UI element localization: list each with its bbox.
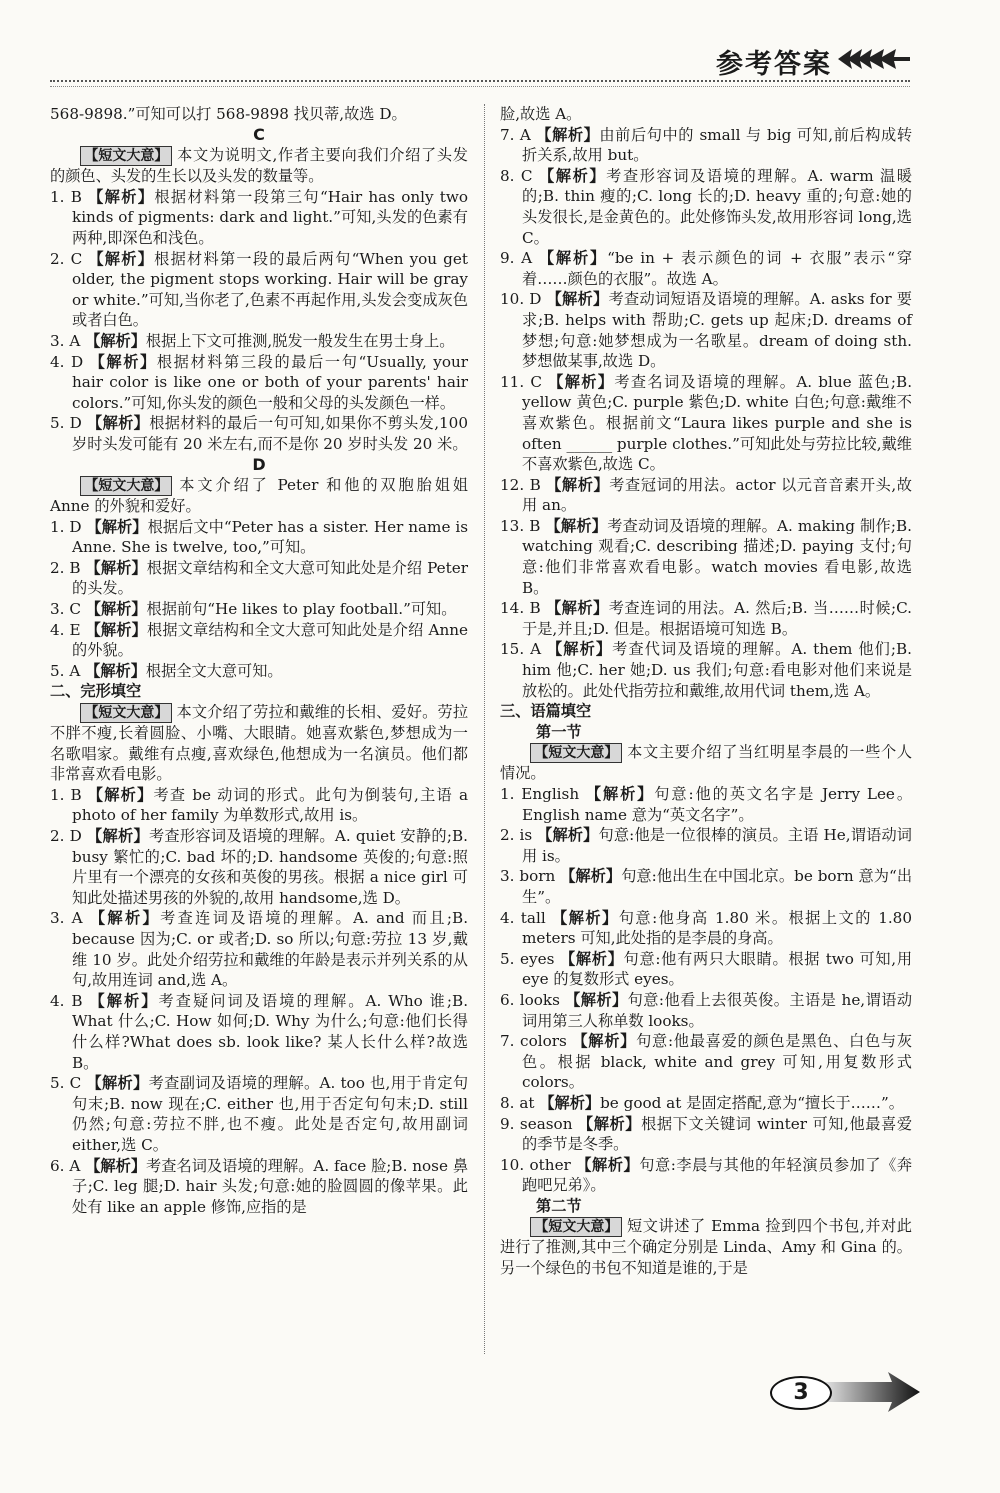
summary-text: 本文介绍了 Peter 和他的双胞胎姐姐 Anne 的外貌和爱好。 <box>50 476 468 516</box>
analysis-text: 考查形容词及语境的理解。A. warm 温暖的;B. thin 瘦的;C. long 长的;D. heavy 重的;句意:她的头发很长,是金黄色的。此处修饰头发,故用形容词 long,选 C。 <box>522 166 912 247</box>
answer-number: 1. B <box>50 187 82 206</box>
answer-item <box>50 517 468 558</box>
answer-item <box>500 639 912 701</box>
header-rule <box>50 80 910 82</box>
continued-text: 568-9898.”可知可以打 568-9898 找贝蒂,故选 D。 <box>50 105 407 123</box>
analysis-text: 根据文章结构和全文大意可知此处是介绍 Anne 的外貌。 <box>72 620 468 660</box>
page-header <box>50 30 910 90</box>
header-title: 参考答案 <box>716 49 832 80</box>
answer-number: 6. A <box>50 1156 81 1175</box>
summary-text: 本文主要介绍了当红明星李晨的一些个人情况。 <box>500 743 912 783</box>
analysis-label: 【解析】 <box>537 826 599 845</box>
analysis-label: 【解析】 <box>577 1114 642 1133</box>
answer-item <box>500 990 912 1031</box>
answer-number: 2. B <box>50 558 81 577</box>
analysis-label: 【解析】 <box>85 558 147 577</box>
analysis-label: 【解析】 <box>86 827 149 845</box>
answer-number: 4. E <box>50 620 81 639</box>
analysis-label: 【解析】 <box>545 516 608 535</box>
answer-number: 5. A <box>50 661 81 680</box>
answer-item <box>50 908 468 990</box>
answer-number: 9. season <box>500 1114 573 1133</box>
answer-number: 2. C <box>50 249 83 268</box>
subsection-heading: 第一节 <box>536 722 582 741</box>
analysis-text: 根据后文中“Peter has a sister. Her name is Anne. She is twelve, too,”可知。 <box>72 517 469 557</box>
answer-item <box>500 1114 912 1155</box>
page-number: 3 <box>770 1376 832 1410</box>
answer-item <box>500 866 912 907</box>
answer-item <box>500 908 912 949</box>
analysis-label: 【解析】 <box>89 909 161 928</box>
answer-item <box>50 187 468 249</box>
passage-letter: D <box>252 454 266 474</box>
summary-paragraph <box>50 145 468 187</box>
answer-item <box>500 289 912 371</box>
answer-item <box>50 620 468 661</box>
answer-item <box>50 331 468 352</box>
analysis-label: 【解析】 <box>546 290 609 309</box>
subsection-heading: 第二节 <box>536 1196 582 1215</box>
answer-number: 10. other <box>500 1155 571 1174</box>
analysis-text: 根据文章结构和全文大意可知此处是介绍 Peter 的头发。 <box>72 558 469 598</box>
analysis-label: 【解析】 <box>538 249 608 268</box>
analysis-label: 【解析】 <box>576 1155 640 1174</box>
analysis-text: 根据全文大意可知。 <box>145 661 283 680</box>
analysis-text: 考查连词及语境的理解。A. and 而且;B. because 因为;C. or 或者;D. so 所以;句意:劳拉 13 岁,戴维 10 岁。此处介绍劳拉和戴维的年龄是表示并列关系的从句,故用连词 and,选 A。 <box>72 909 469 990</box>
summary-text: 本文为说明文,作者主要向我们介绍了头发的颜色、头发的生长以及头发的数量等。 <box>50 146 468 186</box>
section-heading: 二、完形填空 <box>50 682 142 701</box>
analysis-label: 【解析】 <box>87 414 150 433</box>
answer-number: 5. eyes <box>500 949 555 968</box>
answer-number: 4. B <box>50 991 83 1010</box>
analysis-label: 【解析】 <box>559 949 624 968</box>
analysis-label: 【解析】 <box>85 600 147 619</box>
answer-number: 6. looks <box>500 990 560 1009</box>
summary-tag: 【短文大意】 <box>80 703 172 723</box>
answer-number: 5. C <box>50 1074 82 1093</box>
answer-item <box>50 558 468 599</box>
section-heading: 三、语篇填空 <box>500 702 592 721</box>
page-number-badge <box>770 1372 920 1416</box>
summary-tag: 【短文大意】 <box>530 1217 622 1237</box>
analysis-label: 【解析】 <box>545 599 609 618</box>
analysis-label: 【解析】 <box>560 867 622 886</box>
answer-number: 4. D <box>50 352 84 371</box>
analysis-text: 根据材料第一段的最后两句“When you get older, the pigment stops working. Hair will be gray or white.”可知,当你老了,色素不再起作用,头发会变成灰色或者白色。 <box>72 249 468 330</box>
answer-number: 7. A <box>500 125 531 144</box>
answer-number: 7. colors <box>500 1032 567 1051</box>
summary-text: 短文讲述了 Emma 捡到四个书包,并对此进行了推测,其中三个确定分别是 Linda、Amy 和 Gina 的。另一个绿色的书包不知道是谁的,于是 <box>500 1217 912 1278</box>
answer-number: 13. B <box>500 516 541 535</box>
continued-text: 脸,故选 A。 <box>500 105 582 123</box>
analysis-label: 【解析】 <box>539 1093 601 1112</box>
answer-item <box>500 1031 912 1093</box>
summary-paragraph <box>500 1216 912 1278</box>
analysis-text: 考查疑问词及语境的理解。A. Who 谁;B. What 什么;C. How 如何;D. Why 为什么;句意:他们长得什么样?What does sb. look like? 某人长什么样?故选 B。 <box>72 991 469 1072</box>
analysis-label: 【解析】 <box>85 620 148 639</box>
header-rule-thin <box>50 86 910 87</box>
answer-number: 3. A <box>50 331 81 350</box>
answer-number: 8. C <box>500 166 533 185</box>
answer-item <box>500 516 912 598</box>
answer-number: 15. A <box>500 640 542 659</box>
analysis-text: 根据下文关键词 winter 可知,他最喜爱的季节是冬季。 <box>522 1114 913 1154</box>
summary-tag: 【短文大意】 <box>80 146 172 166</box>
answer-item <box>500 825 912 866</box>
analysis-text: 根据材料第三段的最后一句“Usually, your hair color is like one or both of your parents' hair colors.”可知,你头发的颜色一般和父母的头发颜色一样。 <box>72 352 469 412</box>
analysis-label: 【解析】 <box>585 785 655 803</box>
answer-number: 1. D <box>50 517 82 536</box>
answer-item <box>500 598 912 639</box>
analysis-label: 【解析】 <box>88 249 155 268</box>
answer-item <box>50 599 468 620</box>
analysis-label: 【解析】 <box>85 1156 147 1175</box>
analysis-text: 句意:他的英文名字是 Jerry Lee。English name 意为“英文名字”。 <box>522 785 913 824</box>
passage-letter: C <box>253 124 265 144</box>
analysis-text: 根据上下文可推测,脱发一般发生在男士身上。 <box>145 331 455 350</box>
analysis-text: 句意:他最喜爱的颜色是黑色、白色与灰色。根据 black, white and grey 可知,用复数形式 colors。 <box>522 1032 913 1092</box>
analysis-text: 根据材料第一段第三句“Hair has only two kinds of pigments: dark and light.”可知,头发的色素有两种,即深色和浅色。 <box>72 187 469 247</box>
answer-number: 3. C <box>50 600 81 619</box>
answer-number: 9. A <box>500 249 533 268</box>
analysis-text: 句意:李晨与其他的年轻演员参加了《奔跑吧兄弟》。 <box>522 1155 913 1195</box>
analysis-text: 考查名词及语境的理解。A. blue 蓝色;B. yellow 黄色;C. purple 紫色;D. white 白色;句意:戴维不喜欢紫色。根据前文“Laura likes purple and she is often ______ purple clothes.”可知此处与劳拉比较,戴维不喜欢紫色,故选 C。 <box>522 372 913 474</box>
analysis-text: 考查代词及语境的理解。A. them 他们;B. him 他;C. her 她;D. us 我们;句意:看电影对他们来说是放松的。此处代指劳拉和戴维,故用代词 them,选 A。 <box>522 640 913 700</box>
analysis-label: 【解析】 <box>89 991 159 1010</box>
answer-item <box>50 991 468 1073</box>
answer-item <box>50 785 468 826</box>
analysis-text: 句意:他看上去很英俊。主语是 he,谓语动词用第三人称单数 looks。 <box>522 990 913 1030</box>
answer-number: 8. at <box>500 1093 535 1112</box>
answer-item <box>500 1093 912 1114</box>
summary-paragraph <box>50 475 468 517</box>
summary-text: 本文介绍了劳拉和戴维的长相、爱好。劳拉不胖不瘦,长着圆脸、小嘴、大眼睛。她喜欢紫色,梦想成为一名歌唱家。戴维有点瘦,喜欢绿色,他想成为一名演员。他们都非常喜欢看电影。 <box>50 703 468 784</box>
answer-item <box>500 1155 912 1196</box>
left-column <box>50 104 468 1217</box>
analysis-text: 根据材料的最后一句可知,如果你不剪头发,100 岁时头发可能有 20 米左右,而不是你 20 岁时头发 20 米。 <box>72 414 469 453</box>
analysis-text: 考查形容词及语境的理解。A. quiet 安静的;B. busy 繁忙的;C. bad 坏的;D. handsome 英俊的;句意:照片里有一个漂亮的女孩和英俊的男孩。根据 a nice girl 可知此处描述男孩的外貌的,故用 handsome,选 D。 <box>72 827 469 907</box>
analysis-text: 根据前句“He likes to play football.”可知。 <box>146 600 457 619</box>
analysis-label: 【解析】 <box>88 187 155 206</box>
answer-number: 2. D <box>50 827 82 845</box>
answer-number: 11. C <box>500 372 542 391</box>
analysis-text: 考查副词及语境的理解。A. too 也,用于肯定句句末;B. now 现在;C. either 也,用于否定句句末;D. still 仍然;句意:劳拉不胖,也不瘦。此处是否定句,故用副词 either,选 C。 <box>72 1074 469 1154</box>
analysis-text: 句意:他出生在中国北京。be born 意为“出生”。 <box>522 867 913 906</box>
answer-number: 3. born <box>500 867 556 886</box>
answer-item <box>50 413 468 454</box>
analysis-text: “be in + 表示颜色的词 + 衣服”表示“穿着……颜色的衣服”。故选 A。 <box>522 249 913 288</box>
answer-number: 5. D <box>50 414 82 433</box>
analysis-text: 考查动词短语及语境的理解。A. asks for 要求;B. helps with 帮助;C. gets up 起床;D. dreams of 梦想;句意:她梦想成为一名歌星。dream of doing sth. 梦想做某事,故选 D。 <box>522 290 912 371</box>
answer-item <box>50 1073 468 1155</box>
analysis-label: 【解析】 <box>85 661 146 680</box>
answer-number: 10. D <box>500 290 542 309</box>
answer-item <box>500 949 912 990</box>
summary-paragraph <box>500 742 912 784</box>
answer-number: 14. B <box>500 599 541 618</box>
answer-item <box>50 1156 468 1218</box>
answer-number: 4. tall <box>500 908 546 927</box>
analysis-label: 【解析】 <box>86 517 148 536</box>
analysis-text: 由前后句中的 small 与 big 可知,前后构成转折关系,故用 but。 <box>522 125 913 165</box>
answer-number: 3. A <box>50 909 83 928</box>
answer-number: 12. B <box>500 475 541 494</box>
answer-item <box>500 125 912 166</box>
analysis-label: 【解析】 <box>552 908 619 927</box>
answer-item <box>50 826 468 908</box>
analysis-text: be good at 是固定搭配,意为“擅长于……”。 <box>600 1093 904 1112</box>
answer-item <box>50 249 468 331</box>
answer-number: 1. B <box>50 785 82 804</box>
analysis-text: 句意:他有两只大眼睛。根据 two 可知,用 eye 的复数形式 eyes。 <box>522 949 913 989</box>
analysis-text: 考查冠词的用法。actor 以元音音素开头,故用 an。 <box>522 475 912 515</box>
analysis-label: 【解析】 <box>565 990 628 1009</box>
analysis-label: 【解析】 <box>546 475 610 494</box>
analysis-label: 【解析】 <box>572 1032 637 1051</box>
analysis-text: 句意:他身高 1.80 米。根据上文的 1.80 meters 可知,此处指的是李晨的身高。 <box>522 908 913 948</box>
analysis-label: 【解析】 <box>538 166 607 185</box>
analysis-text: 句意:他是一位很棒的演员。主语 He,谓语动词用 is。 <box>522 826 912 865</box>
double-arrow-icon <box>838 46 910 72</box>
answer-number: 1. English <box>500 785 580 803</box>
summary-tag: 【短文大意】 <box>530 743 622 763</box>
analysis-text: 考查 be 动词的形式。此句为倒装句,主语 a photo of her family 为单数形式,故用 is。 <box>72 785 469 825</box>
answer-number: 2. is <box>500 826 533 845</box>
analysis-label: 【解析】 <box>536 125 600 144</box>
summary-paragraph <box>50 702 468 785</box>
analysis-label: 【解析】 <box>85 331 146 350</box>
analysis-label: 【解析】 <box>548 372 615 391</box>
analysis-label: 【解析】 <box>89 352 157 371</box>
analysis-label: 【解析】 <box>86 1074 149 1093</box>
analysis-text: 考查名词及语境的理解。A. face 脸;B. nose 鼻子;C. leg 腿;D. hair 头发;句意:她的脸圆圆的像苹果。此处有 like an apple 修饰,应指的是 <box>72 1156 469 1216</box>
summary-tag: 【短文大意】 <box>80 476 172 496</box>
column-divider <box>484 104 485 1354</box>
answer-item <box>500 475 912 516</box>
answer-item <box>50 352 468 414</box>
answer-item <box>500 372 912 475</box>
answer-item <box>500 784 912 825</box>
analysis-label: 【解析】 <box>87 785 154 804</box>
page-arrow-icon <box>822 1372 920 1412</box>
analysis-label: 【解析】 <box>547 640 613 659</box>
right-column <box>500 104 912 1279</box>
analysis-text: 考查连词的用法。A. 然后;B. 当……时候;C. 于是,并且;D. 但是。根据语境可知选 B。 <box>522 599 912 638</box>
answer-item <box>500 248 912 289</box>
answer-item <box>50 661 468 682</box>
analysis-text: 考查动词及语境的理解。A. making 制作;B. watching 观看;C. describing 描述;D. paying 支付;句意:他们非常喜欢看电影。watch movies 看电影,故选 B。 <box>522 516 912 597</box>
answer-item <box>500 166 912 248</box>
